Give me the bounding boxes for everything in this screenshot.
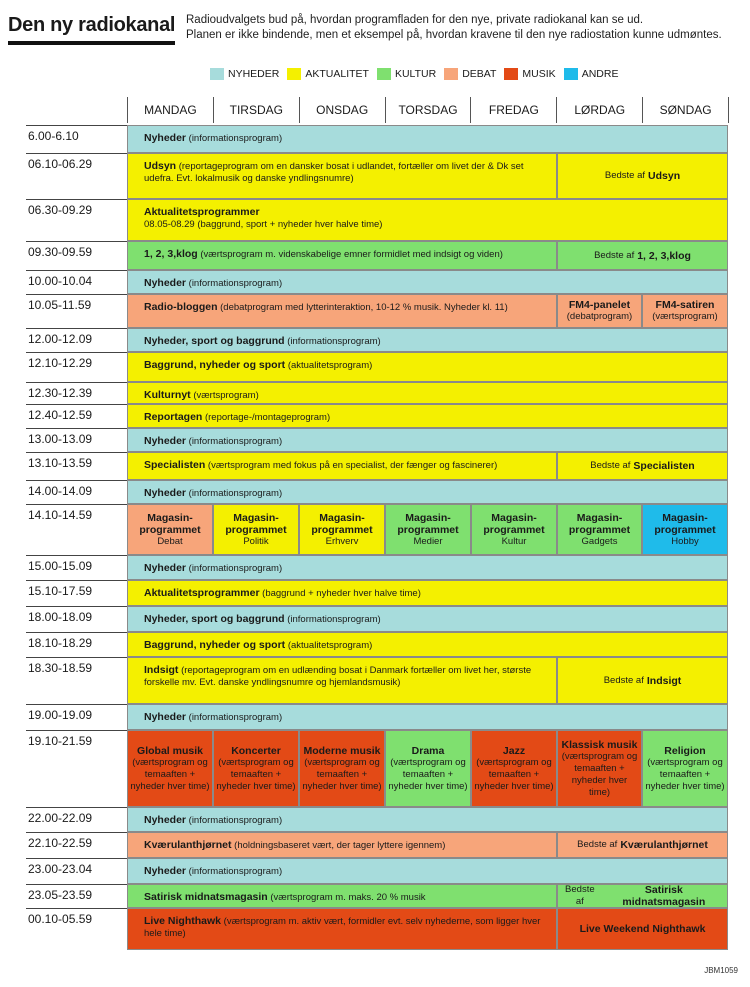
program-name: FM4-satiren (655, 299, 715, 311)
day-label: LØRDAG (557, 97, 643, 123)
program-name: Udsyn (648, 170, 681, 182)
news-block (127, 125, 728, 153)
program-name: Radio-bloggen (144, 301, 218, 313)
reportagen-block (127, 404, 728, 428)
program-description: (informationsprogram) (188, 712, 283, 723)
program-name: Satirisk midnatsmagasin (622, 884, 706, 908)
day-label: TORSDAG (386, 97, 472, 123)
program-description: (værtsprogram) (652, 311, 718, 322)
cell-text (144, 664, 550, 689)
magasin-block (213, 504, 299, 555)
cell-text (144, 459, 550, 472)
klog-block (127, 241, 557, 270)
program-name: Baggrund, nyheder og sport (144, 639, 286, 651)
magasin-block (299, 504, 385, 555)
program-description: (informationsprogram) (188, 436, 283, 447)
program-name: Indsigt (144, 664, 179, 676)
specialisten-best-block (557, 452, 728, 480)
program-description: (informationsprogram) (188, 133, 283, 144)
cell-text (144, 839, 550, 852)
program-description: Erhverv (325, 535, 359, 547)
program-description: Hobby (671, 535, 699, 547)
program-name: Magasin-programmet (483, 511, 545, 536)
cell-text (144, 814, 721, 827)
time-label: 18.00-18.09 (28, 610, 93, 624)
program-description: 08.05-08.29 (baggrund, sport + nyheder hver halve time) (144, 219, 383, 230)
time-label: 12.00-12.09 (28, 332, 93, 346)
news-block (127, 270, 728, 294)
program-name: Global musik (137, 744, 203, 757)
fm4-satiren-block (642, 294, 728, 328)
program-description: Bedste af (603, 674, 644, 686)
cell-text (144, 248, 550, 261)
time-label: 23.00-23.04 (28, 862, 93, 876)
program-description: (informationsprogram) (188, 866, 283, 877)
udsyn-block (127, 153, 557, 199)
program-description: (værtsprogram og temaaften + nyheder hver time) (388, 756, 468, 792)
cell-text (144, 639, 721, 652)
time-label: 22.00-22.09 (28, 811, 93, 825)
program-description: Kultur (501, 535, 527, 547)
magasin-block (127, 504, 213, 555)
program-description: (værtsprogram m. maks. 20 % musik (270, 892, 426, 903)
aktualitet-block (127, 580, 728, 606)
program-description: (reportageprogram om en udlænding bosat i Danmark fortæller om livet her, største forskelle mv. Evt. danske yndlingsnumre og hjemlandsmusik) (144, 665, 532, 688)
cell-text (144, 587, 721, 600)
program-name: Magasin-programmet (568, 511, 631, 536)
time-label: 10.05-11.59 (28, 298, 92, 312)
program-description: (værtsprogram m. videnskabelige emner formidlet med indsigt og viden) (200, 249, 503, 260)
fm4-panelet-block (557, 294, 642, 328)
program-name: Moderne musik (303, 744, 381, 757)
cell-text (144, 389, 721, 402)
time-label: 10.00-10.04 (28, 274, 93, 288)
program-name: Satirisk midnatsmagasin (144, 891, 268, 903)
time-label: 15.00-15.09 (28, 559, 93, 573)
time-label: 19.10-21.59 (28, 734, 93, 748)
satire-block (127, 884, 557, 908)
program-description: (reportage-/montageprogram) (204, 412, 331, 423)
time-label: 13.10-13.59 (28, 456, 93, 470)
program-name: Aktualitetsprogrammer (144, 206, 260, 218)
legend-item-andre: ANDRE (564, 68, 619, 80)
day-label: TIRSDAG (214, 97, 300, 123)
program-name: Kulturnyt (144, 389, 191, 401)
program-name: Jazz (502, 744, 526, 757)
time-label: 12.10-12.29 (28, 356, 93, 370)
program-name: Klassisk musik (561, 738, 638, 751)
time-label: 19.00-19.09 (28, 708, 93, 722)
legend-item-kultur: KULTUR (377, 68, 436, 80)
aktualitet-block (127, 199, 728, 241)
program-name: Nyheder, sport og baggrund (144, 335, 285, 347)
program-name: Magasin-programmet (139, 511, 201, 536)
day-label: SØNDAG (643, 97, 729, 123)
program-name: Nyheder (144, 487, 187, 499)
baggrund-block (127, 352, 728, 382)
program-description: (værtsprogram med fokus på en specialist, der fænger og fascinerer) (207, 460, 498, 471)
program-description: (informationsprogram) (188, 563, 283, 574)
program-description: (informationsprogram) (287, 614, 381, 625)
program-name: Nyheder (144, 562, 187, 574)
cell-text (144, 915, 550, 940)
magasin-block (642, 504, 728, 555)
cell-text (144, 562, 721, 575)
kvaerulant-best-block (557, 832, 728, 858)
program-description: Gadgets (581, 535, 618, 547)
program-name: Kværulanthjørnet (620, 839, 708, 851)
program-name: Udsyn (144, 160, 177, 172)
footer-code: JBM1059 (704, 966, 738, 975)
cell-text (144, 411, 721, 424)
time-label: 23.05-23.59 (28, 888, 93, 902)
time-label: 00.10-05.59 (28, 912, 93, 926)
time-label: 09.30-09.59 (28, 245, 93, 259)
time-label: 15.10-17.59 (28, 584, 93, 598)
klog-best-block (557, 241, 728, 270)
program-name: 1, 2, 3,klog (144, 248, 198, 260)
program-description: (værtsprogram og temaaften + nyheder hver time) (130, 756, 210, 792)
cell-text (144, 487, 721, 500)
evening-block (471, 730, 557, 807)
program-name: Aktualitetsprogrammer (144, 587, 260, 599)
satire-best-block (557, 884, 728, 908)
program-name: Nyheder (144, 814, 187, 826)
program-name: Magasin-programmet (311, 511, 373, 536)
program-description: Bedste af (565, 884, 595, 907)
news-block (127, 480, 728, 504)
program-name: Reportagen (144, 411, 203, 423)
program-description: (informationsprogram) (188, 488, 283, 499)
program-description: (værtsprogram og temaaften + nyheder hver time) (561, 750, 638, 798)
day-label: MANDAG (128, 97, 214, 123)
program-description: (informationsprogram) (188, 278, 283, 289)
indsigt-block (127, 657, 557, 704)
cell-text (144, 160, 550, 185)
time-label: 12.40-12.59 (28, 408, 93, 422)
program-description: Debat (157, 535, 183, 547)
evening-block (385, 730, 471, 807)
program-description: (værtsprogram og temaaften + nyheder hver time) (645, 756, 725, 792)
program-name: Religion (664, 744, 706, 757)
evening-block (299, 730, 385, 807)
program-description: (debatprogram) (566, 311, 633, 322)
program-name: Baggrund, nyheder og sport (144, 359, 286, 371)
nighthawk-block (127, 908, 557, 950)
program-name: Magasin-programmet (225, 511, 287, 536)
magasin-block (471, 504, 557, 555)
baggrund-block (127, 632, 728, 657)
evening-block (127, 730, 213, 807)
day-label: FREDAG (471, 97, 557, 123)
news-block (127, 858, 728, 884)
program-name: Nyheder (144, 711, 187, 723)
cell-text (144, 132, 721, 145)
time-label: 13.00-13.09 (28, 432, 93, 446)
time-label: 06.10-06.29 (28, 157, 93, 171)
time-label: 6.00-6.10 (28, 129, 79, 143)
magasin-block (385, 504, 471, 555)
news-block (127, 428, 728, 452)
program-name: FM4-panelet (568, 299, 631, 311)
program-description: (værtsprogram og temaaften + nyheder hver time) (474, 756, 554, 792)
time-label: 18.10-18.29 (28, 636, 93, 650)
program-description: (værtsprogram og temaaften + nyheder hver time) (302, 756, 382, 792)
radio-bloggen-block (127, 294, 557, 328)
program-description: (værtsprogram m. aktiv vært, formidler evt. selv nyhederne, som ligger hver hele time) (144, 916, 541, 939)
legend-item-musik: MUSIK (504, 68, 555, 80)
program-description: (aktualitetsprogram) (287, 360, 373, 371)
program-name: Live Nighthawk (144, 915, 222, 927)
nyheder-sport-block (127, 328, 728, 352)
program-description: (værtsprogram og temaaften + nyheder hver time) (216, 756, 296, 792)
indsigt-best-block (557, 657, 728, 704)
evening-block (642, 730, 728, 807)
day-label: ONSDAG (300, 97, 386, 123)
program-description: Bedste af (604, 170, 646, 181)
program-name: Indsigt (646, 674, 682, 687)
evening-block (213, 730, 299, 807)
program-name: Nyheder (144, 435, 187, 447)
time-label: 14.10-14.59 (28, 508, 93, 522)
program-name: Nyheder (144, 865, 187, 877)
weekend-nighthawk-block (557, 908, 728, 950)
program-description: Medier (413, 535, 443, 547)
cell-text (144, 435, 721, 448)
legend-item-debat: DEBAT (444, 68, 496, 80)
program-description: (baggrund + nyheder hver halve time) (262, 588, 421, 599)
program-name: Drama (411, 744, 445, 757)
page-title: Den ny radiokanal (8, 14, 175, 45)
kvaerulant-block (127, 832, 557, 858)
cell-text (144, 277, 721, 290)
program-name: Kværulanthjørnet (144, 839, 232, 851)
program-name: Nyheder, sport og baggrund (144, 613, 285, 625)
news-block (127, 704, 728, 730)
program-name: Magasin-programmet (654, 511, 716, 536)
udsyn-best-block (557, 153, 728, 199)
program-name: Specialisten (633, 460, 695, 472)
program-name: Nyheder (144, 132, 187, 144)
program-description: (debatprogram med lytterinteraktion, 10-12 % musik. Nyheder kl. 11) (220, 302, 508, 313)
kulturnyt-block (127, 382, 728, 404)
intro-line-1: Radioudvalgets bud på, hvordan programfladen for den nye, private radiokanal kan se ud. (186, 14, 644, 26)
program-description: Bedste af (594, 249, 635, 261)
time-label: 06.30-09.29 (28, 203, 93, 217)
cell-text (144, 301, 550, 314)
program-name: Magasin-programmet (397, 511, 459, 536)
program-name: Live Weekend Nighthawk (579, 923, 706, 935)
program-description: Bedste af (590, 460, 631, 471)
legend-item-aktualitet: AKTUALITET (287, 68, 369, 80)
nyheder-sport-block (127, 606, 728, 632)
program-description: (holdningsbaseret vært, der tager lyttere igennem) (234, 840, 446, 851)
cell-text (144, 206, 721, 231)
time-label: 18.30-18.59 (28, 661, 93, 675)
program-description: Bedste af (577, 839, 618, 850)
legend-item-nyheder: NYHEDER (210, 68, 279, 80)
program-description: (aktualitetsprogram) (287, 640, 373, 651)
program-description: (værtsprogram) (193, 390, 259, 401)
time-label: 14.00-14.09 (28, 484, 93, 498)
cell-text (144, 865, 721, 878)
program-description: (reportageprogram om en dansker bosat i udlandet, fortæller om livet der & Dk set udefra. Evt. lokalmusik og danske yndlingsnumre) (144, 161, 524, 184)
evening-block (557, 730, 642, 807)
cell-text (144, 359, 721, 372)
intro-line-2: Planen er ikke bindende, men et eksempel på, hvordan kravene til den nye radiostation kunne udmøntes. (186, 29, 722, 41)
program-description: (informationsprogram) (188, 815, 283, 826)
cell-text (144, 613, 721, 626)
cell-text (144, 335, 721, 348)
specialisten-block (127, 452, 557, 480)
program-description: Politik (243, 535, 269, 547)
news-block (127, 807, 728, 832)
program-name: Nyheder (144, 277, 187, 289)
program-name: 1, 2, 3,klog (637, 249, 691, 262)
program-name: Koncerter (231, 744, 281, 757)
news-block (127, 555, 728, 580)
program-description: (informationsprogram) (287, 336, 381, 347)
time-label: 12.30-12.39 (28, 386, 93, 400)
cell-text (144, 891, 550, 904)
cell-text (144, 711, 721, 724)
time-label: 22.10-22.59 (28, 836, 93, 850)
magasin-block (557, 504, 642, 555)
program-name: Specialisten (144, 459, 206, 471)
